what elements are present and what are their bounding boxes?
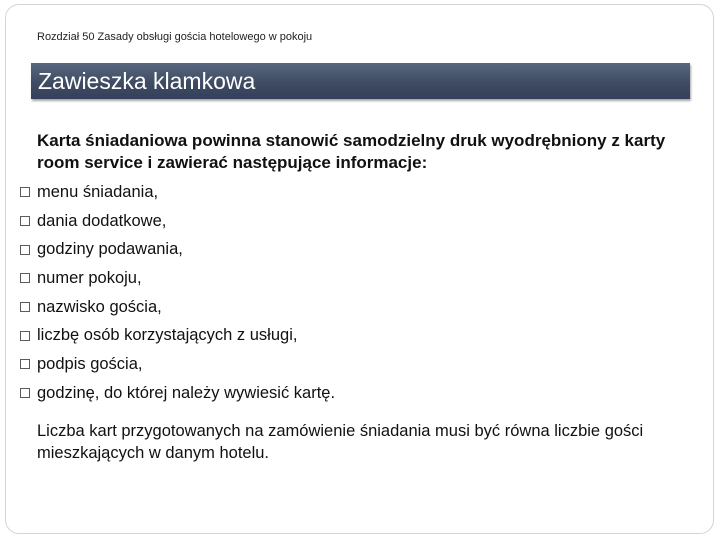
checkbox-bullet-icon [20, 359, 30, 369]
slide-title: Zawieszka klamkowa [38, 68, 256, 94]
bullet-item [20, 235, 335, 264]
outro-paragraph: Liczba kart przygotowanych na zamówienie śniadania musi być równa liczbie gości mieszkających w danym hotelu. [37, 422, 644, 462]
checkbox-bullet-icon [20, 388, 30, 398]
bullet-item [20, 178, 335, 207]
bullet-text: numer pokoju, [37, 268, 142, 287]
bullet-item [20, 321, 335, 350]
bullet-text: godzinę, do której należy wywiesić kartę. [37, 383, 336, 402]
bullet-item [20, 264, 335, 293]
bullet-item [20, 379, 335, 408]
intro-paragraph: Karta śniadaniowa powinna stanowić samodzielny druk wyodrębniony z karty room service i zawierać następujące informacje: [37, 131, 666, 172]
bullet-text: dania dodatkowe, [37, 211, 167, 230]
checkbox-bullet-icon [20, 245, 30, 255]
chapter-header: Rozdział 50 Zasady obsługi gościa hotelowego w pokoju [37, 31, 313, 43]
bullet-text: podpis gościa, [37, 354, 143, 373]
checkbox-bullet-icon [20, 187, 30, 197]
bullet-item [20, 207, 335, 236]
bullet-item [20, 350, 335, 379]
checkbox-bullet-icon [20, 331, 30, 341]
bullet-text: nazwisko gościa, [37, 297, 162, 316]
bullet-text: liczbę osób korzystających z usługi, [37, 326, 298, 345]
bullet-text: menu śniadania, [37, 182, 159, 201]
checkbox-bullet-icon [20, 273, 30, 283]
bullet-list [20, 178, 335, 408]
bullet-text: godziny podawania, [37, 240, 183, 259]
bullet-item [20, 293, 335, 322]
title-bar [31, 63, 690, 99]
checkbox-bullet-icon [20, 302, 30, 312]
checkbox-bullet-icon [20, 216, 30, 226]
